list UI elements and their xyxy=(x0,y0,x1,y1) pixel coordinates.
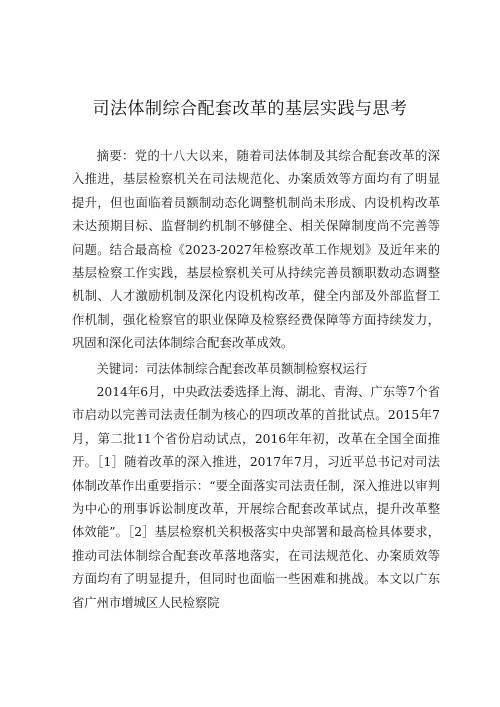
abstract-block xyxy=(72,145,440,356)
keywords-text: 司法体制综合配套改革员额制检察权运行 xyxy=(145,362,368,376)
keywords-block xyxy=(72,358,440,381)
body-block xyxy=(72,381,440,615)
abstract-label: 摘要： xyxy=(96,149,135,163)
keywords-label: 关键词： xyxy=(96,362,146,376)
keywords-paragraph xyxy=(72,358,440,381)
abstract-paragraph xyxy=(72,145,440,356)
body-paragraph-1: 2014年6月，中央政法委选择上海、湖北、青海、广东等7个省市启动以完善司法责任制为核心的四项改革的首批试点。2015年7月，第二批11个省份启动试点，2016年年初，改革在全国全面推开。［1］随着改革的深入推进，2017年7月，习近平总书记对司法体制改革作出重要指示：“要全面落实司法责任制，深入推进以审判为中心的刑事诉讼制度改革，开展综合配套改革试点，提升改革整体效能”。［2］基层检察机关积极落实中央部署和最高检具体要求，推动司法体制综合配套改革落地落实，在司法规范化、办案质效等方面均有了明显提升，但同时也面临一些困难和挑战。本文以广东省广州市增城区人民检察院 xyxy=(72,385,440,610)
abstract-text: 党的十八大以来，随着司法体制及其综合配套改革的深入推进，基层检察机关在司法规范化、办案质效等方面均有了明显提升，但也面临着员额制动态化调整机制尚未形成、内设机构改革未达预期目标、监督制约机制不够健全、相关保障制度尚不完善等问题。结合最高检《2023-2027年检察改革工作规划》及近年来的基层检察工作实践，基层检察机关可从持续完善员额职数动态调整机制、人才激励机制及深化内设机构改革，健全内部及外部监督工作机制，强化检察官的职业保障及检察经费保障等方面持续发力，巩固和深化司法体制综合配套改革成效。 xyxy=(72,149,440,351)
document-title: 司法体制综合配套改革的基层实践与思考 xyxy=(92,99,408,119)
